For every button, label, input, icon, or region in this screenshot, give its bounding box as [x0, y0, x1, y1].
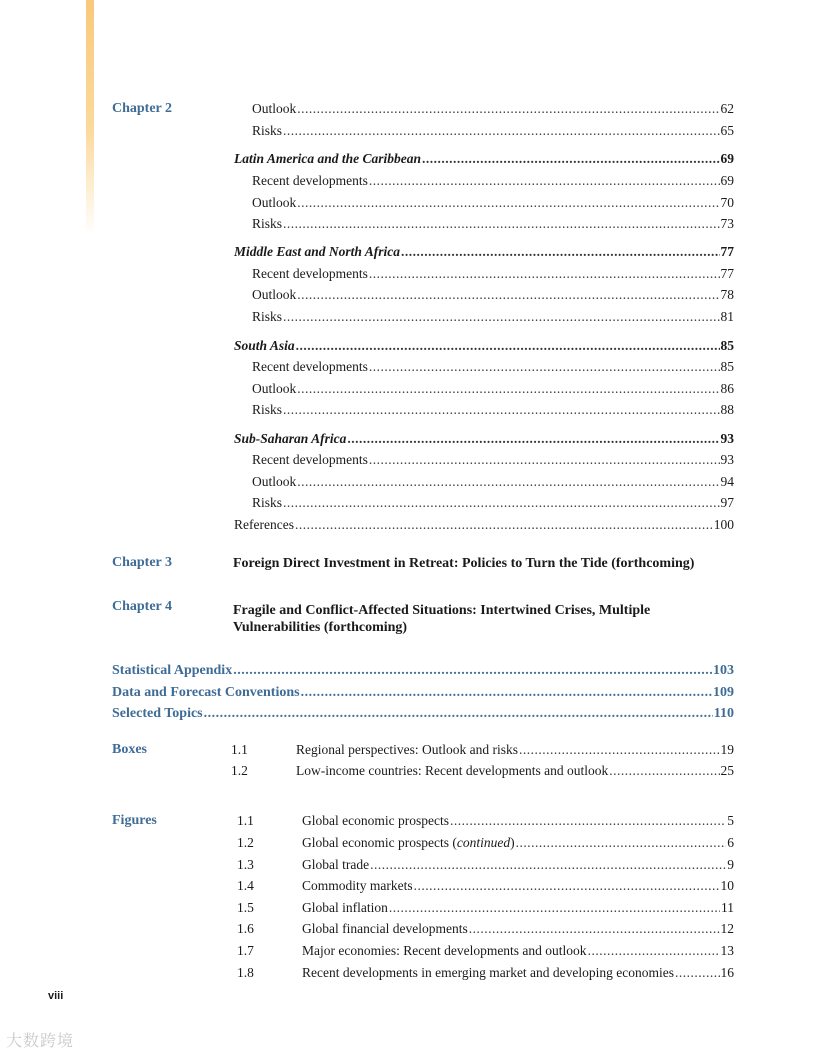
toc-entry-page: 88 [720, 402, 734, 417]
leader-dots [204, 705, 713, 723]
toc-region-title: Sub-Saharan Africa [234, 431, 347, 446]
leader-dots [369, 358, 720, 376]
leader-dots [233, 662, 712, 680]
figure-number: 1.3 [237, 857, 254, 872]
leader-dots [283, 494, 719, 512]
toc-entry-title: Outlook [252, 101, 297, 116]
figure-entry[interactable] [302, 899, 734, 917]
figure-entry[interactable] [302, 920, 734, 938]
toc-entry-page: 109 [713, 685, 734, 700]
toc-entry[interactable] [252, 100, 734, 118]
toc-region-heading[interactable] [234, 337, 734, 355]
toc-region-title: South Asia [234, 338, 295, 353]
toc-entry-title: References [234, 517, 294, 532]
figure-page: 12 [720, 921, 734, 936]
toc-appendix-entry[interactable] [112, 684, 734, 702]
figure-title: Major economies: Recent developments and outlook [302, 943, 587, 958]
figure-title: Global economic prospects (continued) [302, 835, 515, 850]
leader-dots [588, 942, 720, 960]
figure-entry[interactable] [302, 964, 734, 982]
watermark-logo: 大数跨境 [6, 1031, 75, 1050]
chapter-2-label: Chapter 2 [112, 101, 173, 116]
toc-entry-page: 73 [720, 216, 734, 231]
leader-dots [295, 516, 713, 534]
leader-dots [519, 741, 720, 759]
toc-entry-page: 86 [720, 381, 734, 396]
leader-dots [369, 172, 720, 190]
boxes-label: Boxes [112, 742, 147, 757]
toc-entry-page: 81 [720, 309, 734, 324]
leader-dots [283, 215, 719, 233]
figures-label: Figures [112, 813, 157, 828]
toc-region-heading[interactable] [234, 430, 734, 448]
toc-entry-title: Outlook [252, 195, 297, 210]
figure-title: Global trade [302, 857, 370, 872]
toc-region-title: Latin America and the Caribbean [234, 151, 422, 166]
toc-entry-page: 85 [720, 359, 734, 374]
toc-entry-title: Outlook [252, 381, 297, 396]
toc-entry[interactable] [252, 401, 734, 419]
figure-entry[interactable] [302, 812, 734, 830]
figure-entry[interactable] [302, 877, 734, 895]
toc-entry-page: 78 [720, 287, 734, 302]
figure-page: 11 [721, 900, 734, 915]
leader-dots [283, 308, 719, 326]
figure-title-suffix: continued [456, 835, 511, 850]
toc-entry-page: 110 [713, 706, 734, 721]
toc-entry-title: Risks [252, 309, 283, 324]
toc-entry[interactable] [252, 215, 734, 233]
leader-dots [369, 451, 720, 469]
toc-entry-title: Recent developments [252, 359, 368, 374]
box-title: Low-income countries: Recent developments and outlook [296, 763, 609, 778]
toc-appendix-entry[interactable] [112, 662, 734, 680]
leader-dots [297, 380, 719, 398]
figure-entry[interactable] [302, 834, 734, 852]
toc-references[interactable] [234, 516, 734, 534]
box-page: 25 [720, 763, 734, 778]
box-page: 19 [720, 742, 734, 757]
toc-entry-title: Data and Forecast Conventions [112, 685, 300, 700]
figure-number: 1.8 [237, 965, 254, 980]
toc-entry[interactable] [252, 494, 734, 512]
leader-dots [369, 265, 720, 283]
toc-entry-page: 100 [713, 517, 734, 532]
toc-entry[interactable] [252, 172, 734, 190]
toc-region-page: 69 [720, 151, 734, 166]
toc-entry[interactable] [252, 473, 734, 491]
figure-number: 1.2 [237, 835, 254, 850]
leader-dots [301, 684, 712, 702]
figure-number: 1.6 [237, 921, 254, 936]
toc-region-heading[interactable] [234, 243, 734, 261]
leader-dots [283, 122, 719, 140]
toc-entry-title: Risks [252, 216, 283, 231]
toc-entry[interactable] [252, 286, 734, 304]
leader-dots [297, 194, 719, 212]
leader-dots [297, 286, 719, 304]
page-folio: viii [48, 990, 64, 1002]
leader-dots [516, 834, 727, 852]
leader-dots [347, 430, 719, 448]
chapter-4-label: Chapter 4 [112, 599, 173, 614]
toc-entry-page: 97 [720, 495, 734, 510]
toc-entry-page: 103 [713, 663, 734, 678]
toc-entry[interactable] [252, 451, 734, 469]
figure-title-main: Global economic prospects [302, 835, 449, 850]
leader-dots [414, 877, 720, 895]
box-number: 1.2 [231, 763, 248, 778]
toc-entry-title: Recent developments [252, 173, 368, 188]
toc-entry-title: Outlook [252, 474, 297, 489]
figure-page: 6 [727, 835, 734, 850]
decorative-side-bar [86, 0, 94, 235]
leader-dots [422, 150, 719, 168]
figure-page: 5 [727, 813, 734, 828]
figure-page: 13 [720, 943, 734, 958]
toc-entry-page: 94 [720, 474, 734, 489]
figure-number: 1.5 [237, 900, 254, 915]
toc-region-title: Middle East and North Africa [234, 244, 401, 259]
chapter-3-label: Chapter 3 [112, 555, 173, 570]
toc-entry-page: 93 [720, 452, 734, 467]
figure-page: 9 [727, 857, 734, 872]
chapter-3-title[interactable]: Foreign Direct Investment in Retreat: Policies to Turn the Tide (forthcoming) [233, 556, 695, 571]
toc-region-page: 77 [720, 244, 734, 259]
toc-region-page: 93 [720, 431, 734, 446]
leader-dots [297, 100, 719, 118]
leader-dots [401, 243, 719, 261]
toc-region-heading[interactable] [234, 150, 734, 168]
figure-title: Global financial developments [302, 921, 468, 936]
figure-title: Commodity markets [302, 878, 413, 893]
toc-entry-title: Risks [252, 495, 283, 510]
figure-number: 1.1 [237, 813, 254, 828]
leader-dots [296, 337, 720, 355]
toc-entry-page: 70 [720, 195, 734, 210]
toc-region-page: 85 [720, 338, 734, 353]
toc-entry-title: Outlook [252, 287, 297, 302]
toc-entry-title: Risks [252, 123, 283, 138]
leader-dots [389, 899, 720, 917]
leader-dots [675, 964, 719, 982]
toc-entry-title: Risks [252, 402, 283, 417]
box-entry[interactable] [296, 741, 734, 759]
chapter-4-title[interactable]: Fragile and Conflict-Affected Situations: Intertwined Crises, Multiple Vulnerabilities (forthcoming) [233, 603, 651, 635]
toc-appendix-entry[interactable] [112, 705, 734, 723]
leader-dots [609, 762, 719, 780]
toc-entry-title: Statistical Appendix [112, 663, 233, 678]
toc-entry-title: Recent developments [252, 452, 368, 467]
box-title: Regional perspectives: Outlook and risks [296, 742, 518, 757]
figure-page: 16 [720, 965, 734, 980]
leader-dots [450, 812, 726, 830]
leader-dots [283, 401, 719, 419]
figure-title: Recent developments in emerging market and developing economies [302, 965, 675, 980]
toc-entry[interactable] [252, 380, 734, 398]
toc-entry-page: 65 [720, 123, 734, 138]
toc-entry[interactable] [252, 358, 734, 376]
figure-entry[interactable] [302, 856, 734, 874]
figure-title: Global economic prospects [302, 813, 449, 828]
figure-title: Global inflation [302, 900, 388, 915]
box-entry[interactable] [296, 762, 734, 780]
toc-entry-title: Recent developments [252, 266, 368, 281]
toc-entry[interactable] [252, 194, 734, 212]
toc-entry-title: Selected Topics [112, 706, 203, 721]
toc-entry[interactable] [252, 308, 734, 326]
figure-entry[interactable] [302, 942, 734, 960]
toc-entry[interactable] [252, 122, 734, 140]
box-number: 1.1 [231, 742, 248, 757]
figure-page: 10 [720, 878, 734, 893]
toc-entry-page: 62 [720, 101, 734, 116]
leader-dots [469, 920, 720, 938]
toc-entry-page: 69 [720, 173, 734, 188]
figure-number: 1.4 [237, 878, 254, 893]
figure-number: 1.7 [237, 943, 254, 958]
toc-entry-page: 77 [720, 266, 734, 281]
leader-dots [370, 856, 726, 874]
leader-dots [297, 473, 719, 491]
toc-entry[interactable] [252, 265, 734, 283]
